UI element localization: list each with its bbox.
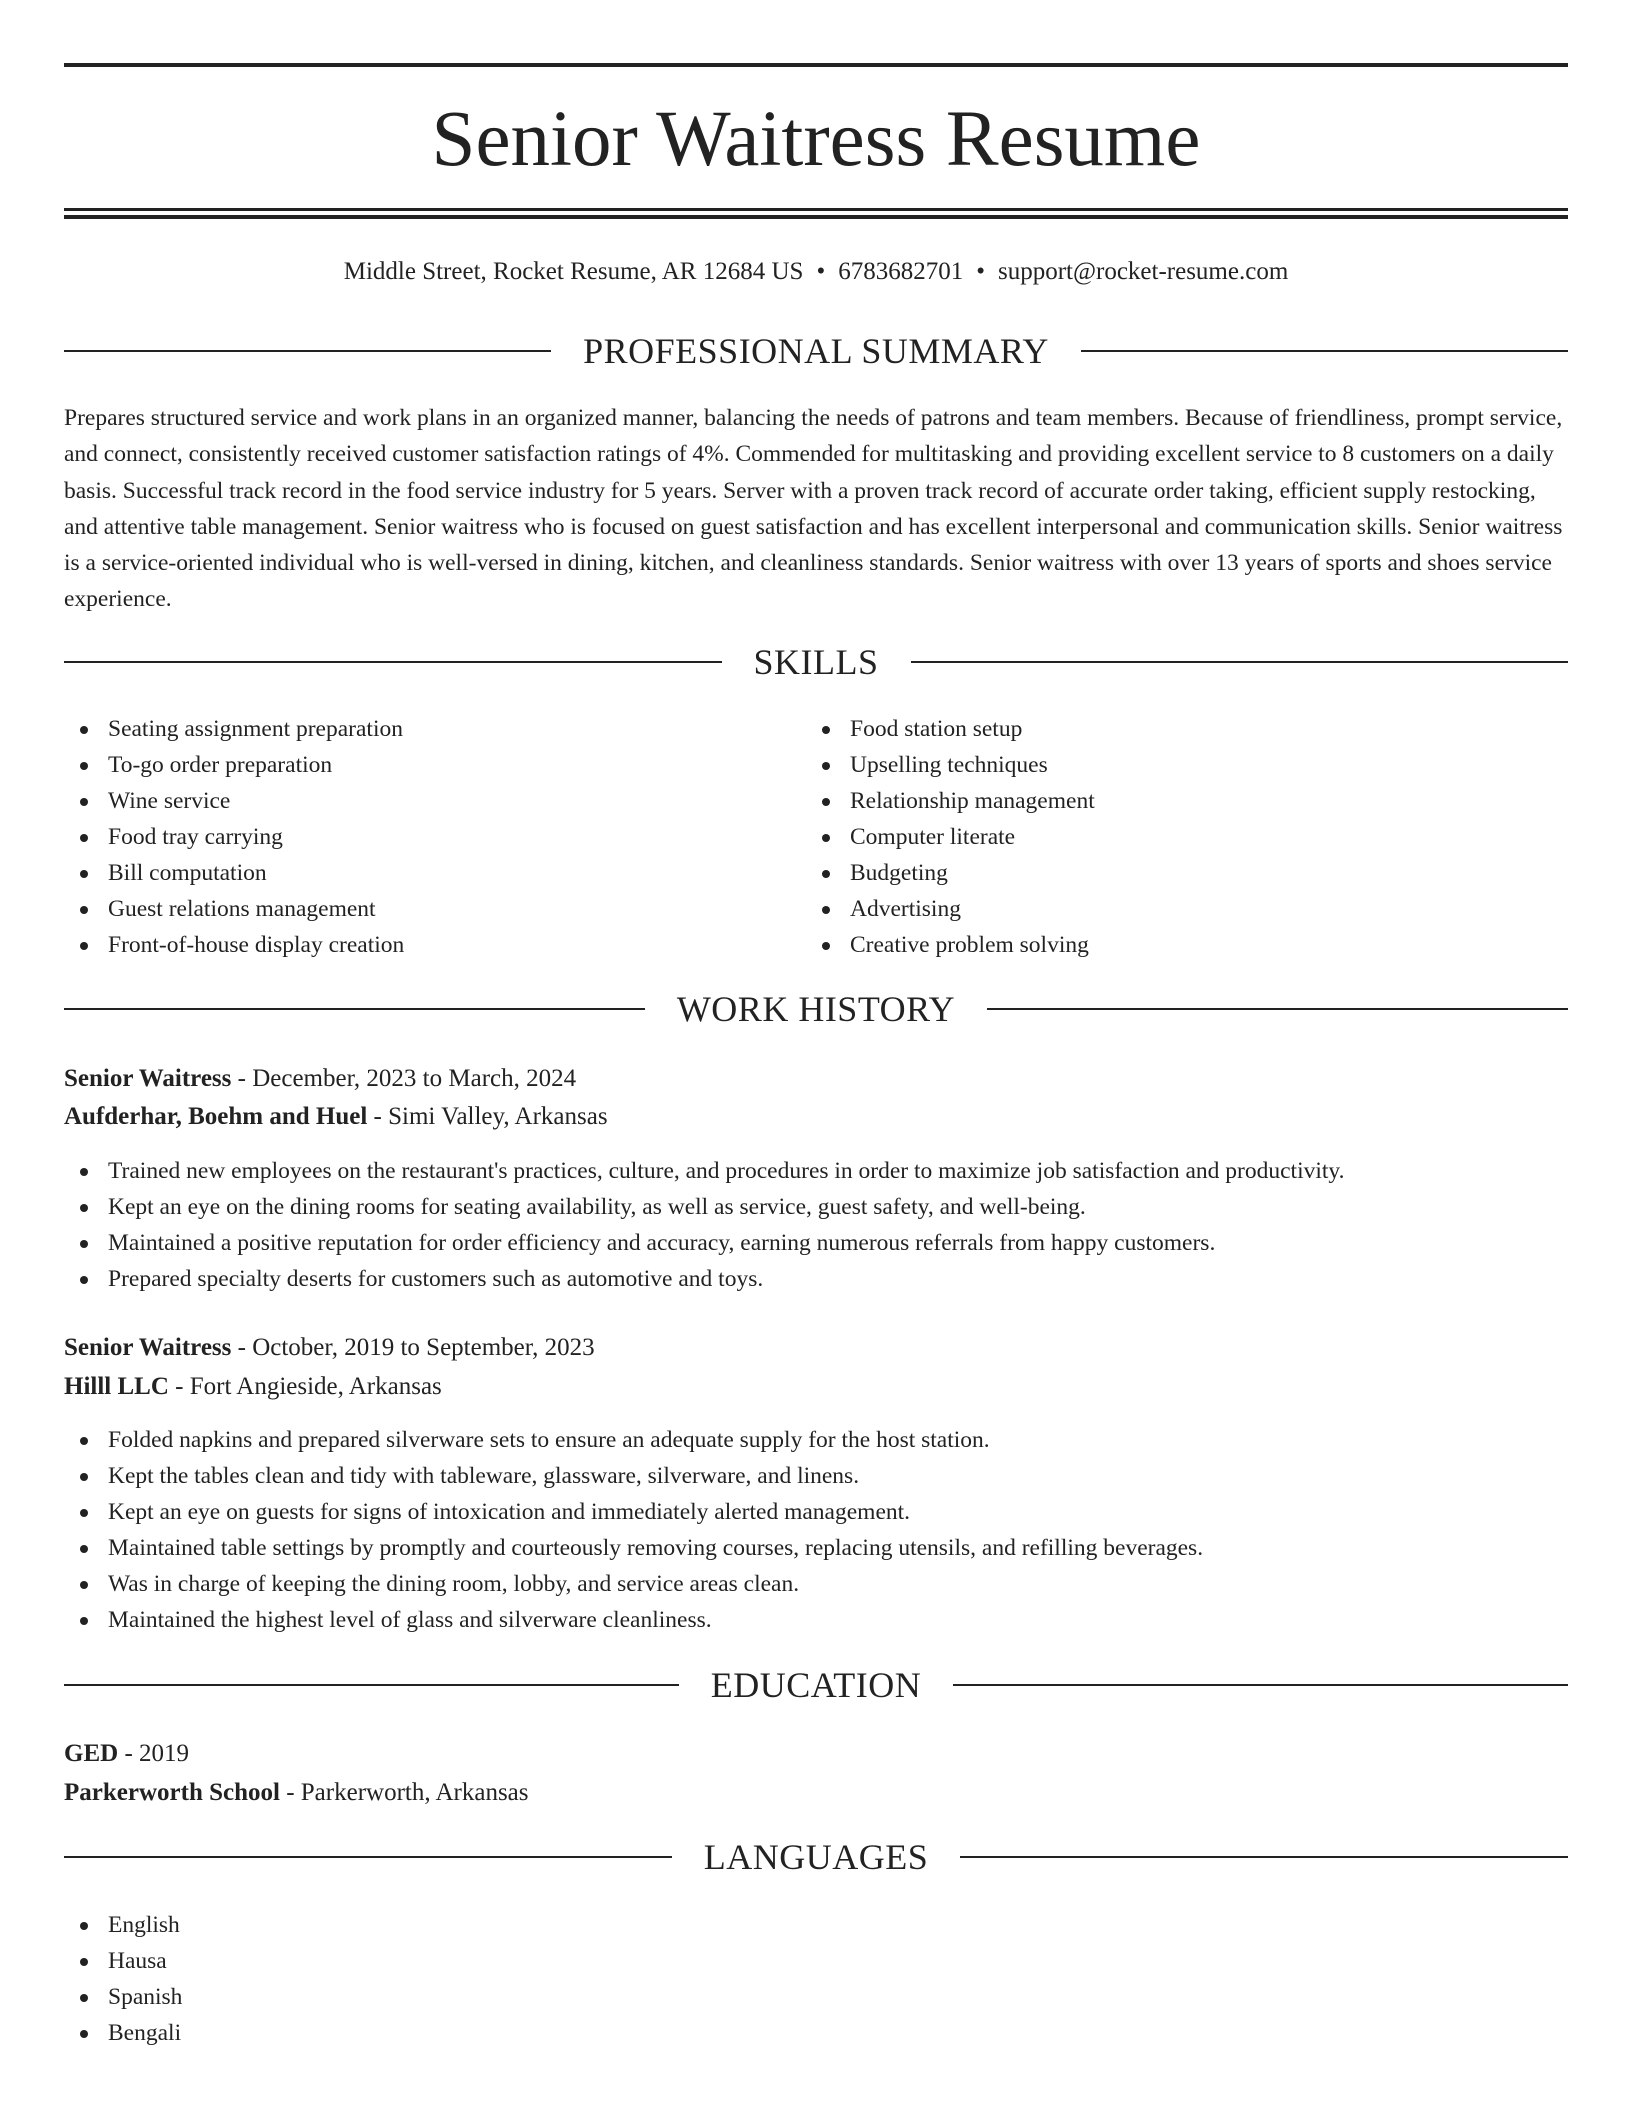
contact-separator: • xyxy=(976,258,985,285)
skill-item: Computer literate xyxy=(806,819,1095,855)
language-item: Hausa xyxy=(64,1943,1568,1979)
education-year: - 2019 xyxy=(118,1740,190,1767)
section-rule-left xyxy=(64,350,551,352)
job-duties-list xyxy=(64,1153,1568,1297)
education-degree: GED xyxy=(64,1740,119,1767)
section-heading-skills xyxy=(64,640,1568,684)
duty-item: Prepared specialty deserts for customers such as automotive and toys. xyxy=(64,1261,1568,1297)
header-top-rule xyxy=(64,63,1568,67)
languages-list xyxy=(64,1907,1568,2051)
section-rule-left xyxy=(64,1856,672,1858)
section-rule-right xyxy=(1081,350,1568,352)
skill-item: Creative problem solving xyxy=(806,927,1095,963)
section-heading-languages xyxy=(64,1835,1568,1879)
section-rule-right xyxy=(911,661,1569,663)
section-title: LANGUAGES xyxy=(703,1837,929,1877)
section-rule-left xyxy=(64,1684,679,1686)
skill-item: To-go order preparation xyxy=(64,747,404,783)
skill-item: Advertising xyxy=(806,891,1095,927)
duty-item: Kept an eye on guests for signs of intoxication and immediately alerted management. xyxy=(64,1494,1568,1530)
section-title: PROFESSIONAL SUMMARY xyxy=(583,331,1049,371)
section-title: SKILLS xyxy=(753,642,879,682)
job-title-line xyxy=(64,1061,1568,1097)
skill-item: Upselling techniques xyxy=(806,747,1095,783)
duty-item: Maintained table settings by promptly and courteously removing courses, replacing utensils, and refilling beverages. xyxy=(64,1530,1568,1566)
summary-paragraph: Prepares structured service and work plans in an organized manner, balancing the needs of patrons and team members. Because of friendliness, prompt service, and connect, consistently received customer satisfaction ratings of 4%. Commended for multitasking and providing excellent service to 8 customers on a daily basis. Successful track record in the food service industry for 5 years. Server with a proven track record of accurate order taking, efficient supply restocking, and attentive table management. Senior waitress who is focused on guest satisfaction and has excellent interpersonal and communication skills. Senior waitress is a service-oriented individual who is well-versed in dining, kitchen, and cleanliness standards. Senior waitress with over 13 years of sports and shoes service experience. xyxy=(64,405,1563,613)
duty-item: Kept an eye on the dining rooms for seating availability, as well as service, guest safety, and well-being. xyxy=(64,1189,1568,1225)
skill-item: Front-of-house display creation xyxy=(64,927,404,963)
section-title: WORK HISTORY xyxy=(676,989,956,1029)
section-heading-work-history xyxy=(64,987,1568,1031)
section-rule-left xyxy=(64,661,722,663)
skill-item: Relationship management xyxy=(806,783,1095,819)
skill-item: Food station setup xyxy=(806,711,1095,747)
section-title: EDUCATION xyxy=(710,1665,922,1705)
skill-item: Food tray carrying xyxy=(64,819,404,855)
contact-email: support@rocket-resume.com xyxy=(997,258,1289,285)
job-title: Senior Waitress xyxy=(64,1334,232,1361)
section-rule-right xyxy=(953,1684,1568,1686)
education-school-line xyxy=(64,1775,1568,1811)
job-company-line xyxy=(64,1099,1568,1135)
job-location: - Fort Angieside, Arkansas xyxy=(168,1373,442,1400)
skill-item: Guest relations management xyxy=(64,891,404,927)
resume-title: Senior Waitress Resume xyxy=(431,96,1201,183)
duty-item: Maintained the highest level of glass and silverware cleanliness. xyxy=(64,1602,1568,1638)
job-company: Aufderhar, Boehm and Huel xyxy=(64,1103,368,1130)
skill-item: Seating assignment preparation xyxy=(64,711,404,747)
contact-phone: 6783682701 xyxy=(838,258,964,285)
skill-item: Wine service xyxy=(64,783,404,819)
language-item: Spanish xyxy=(64,1979,1568,2015)
job-location: - Simi Valley, Arkansas xyxy=(367,1103,608,1130)
job-dates: - December, 2023 to March, 2024 xyxy=(231,1065,577,1092)
job-title: Senior Waitress xyxy=(64,1065,232,1092)
section-rule-left xyxy=(64,1008,645,1010)
education-degree-line xyxy=(64,1736,1568,1772)
skill-item: Bill computation xyxy=(64,855,404,891)
duty-item: Trained new employees on the restaurant's practices, culture, and procedures in order to maximize job satisfaction and productivity. xyxy=(64,1153,1568,1189)
header-double-rule-upper xyxy=(64,208,1568,211)
section-heading-summary xyxy=(64,329,1568,373)
education-school: Parkerworth School xyxy=(64,1779,280,1806)
header-double-rule-lower xyxy=(64,215,1568,219)
language-item: English xyxy=(64,1907,1568,1943)
contact-address: Middle Street, Rocket Resume, AR 12684 US xyxy=(343,258,804,285)
contact-line xyxy=(64,254,1568,290)
section-heading-education xyxy=(64,1663,1568,1707)
duty-item: Kept the tables clean and tidy with tableware, glassware, silverware, and linens. xyxy=(64,1458,1568,1494)
contact-separator: • xyxy=(816,258,826,285)
section-rule-right xyxy=(960,1856,1568,1858)
job-company-line xyxy=(64,1369,1568,1405)
language-item: Bengali xyxy=(64,2015,1568,2051)
job-dates: - October, 2019 to September, 2023 xyxy=(231,1334,595,1361)
duty-item: Maintained a positive reputation for order efficiency and accuracy, earning numerous referrals from happy customers. xyxy=(64,1225,1568,1261)
skill-item: Budgeting xyxy=(806,855,1095,891)
duty-item: Folded napkins and prepared silverware sets to ensure an adequate supply for the host station. xyxy=(64,1422,1568,1458)
duty-item: Was in charge of keeping the dining room, lobby, and service areas clean. xyxy=(64,1566,1568,1602)
job-title-line xyxy=(64,1330,1568,1366)
job-company: Hilll LLC xyxy=(64,1373,169,1400)
section-rule-right xyxy=(987,1008,1568,1010)
job-duties-list xyxy=(64,1422,1568,1638)
skills-list-right xyxy=(806,711,1095,963)
education-location: - Parkerworth, Arkansas xyxy=(279,1779,529,1806)
skills-list-left xyxy=(64,711,404,963)
